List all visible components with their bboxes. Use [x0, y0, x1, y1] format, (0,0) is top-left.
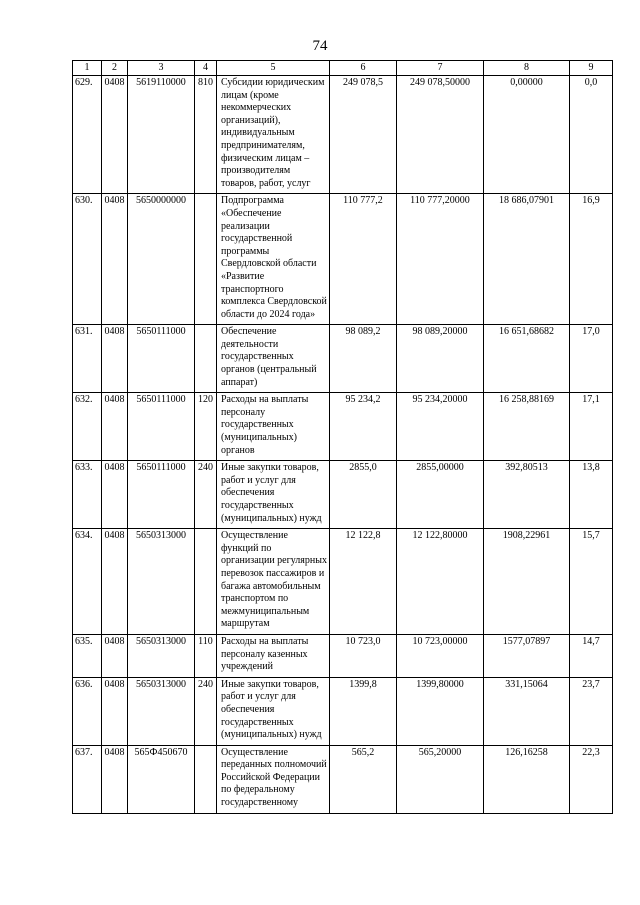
fact-value: 16 651,68682	[484, 325, 570, 393]
target-code: 5650313000	[128, 634, 195, 677]
section-code: 0408	[102, 325, 128, 393]
table-row	[73, 194, 613, 325]
plan-full-value: 1399,80000	[397, 677, 484, 745]
plan-value: 12 122,8	[330, 529, 397, 635]
plan-value: 2855,0	[330, 461, 397, 529]
fact-value: 16 258,88169	[484, 393, 570, 461]
item-name: Осуществление функций по организации регулярных перевозок пассажиров и багажа автомобильным транспортом по межмуниципальным маршрутам	[217, 529, 330, 635]
target-code: 5650111000	[128, 325, 195, 393]
section-code: 0408	[102, 529, 128, 635]
item-name: Подпрограмма «Обеспечение реализации государственной программы Свердловской области «Развитие транспортного комплекса Свердловской области до 2024 года»	[217, 194, 330, 325]
plan-value: 10 723,0	[330, 634, 397, 677]
row-number: 637.	[73, 745, 102, 813]
row-number: 629.	[73, 76, 102, 194]
section-code: 0408	[102, 634, 128, 677]
plan-full-value: 2855,00000	[397, 461, 484, 529]
row-number: 633.	[73, 461, 102, 529]
plan-value: 249 078,5	[330, 76, 397, 194]
column-header: 9	[570, 61, 613, 76]
item-name: Осуществление переданных полномочий Российской Федерации по федеральному государственному	[217, 745, 330, 813]
expense-type-code: 240	[195, 677, 217, 745]
row-number: 635.	[73, 634, 102, 677]
section-code: 0408	[102, 393, 128, 461]
page-number: 74	[312, 38, 328, 54]
fact-value: 126,16258	[484, 745, 570, 813]
item-name: Субсидии юридическим лицам (кроме некоммерческих организаций), индивидуальным предпринимателям, физическим лицам – производителям товаров, работ, услуг	[217, 76, 330, 194]
expense-type-code: 110	[195, 634, 217, 677]
percent-value: 16,9	[570, 194, 613, 325]
column-header: 7	[397, 61, 484, 76]
plan-full-value: 110 777,20000	[397, 194, 484, 325]
row-number: 636.	[73, 677, 102, 745]
column-header: 8	[484, 61, 570, 76]
percent-value: 23,7	[570, 677, 613, 745]
column-header: 4	[195, 61, 217, 76]
target-code: 5650000000	[128, 194, 195, 325]
column-header: 2	[102, 61, 128, 76]
column-header: 1	[73, 61, 102, 76]
item-name: Обеспечение деятельности государственных органов (центральный аппарат)	[217, 325, 330, 393]
item-name: Иные закупки товаров, работ и услуг для обеспечения государственных (муниципальных) нужд	[217, 677, 330, 745]
plan-value: 110 777,2	[330, 194, 397, 325]
target-code: 5650111000	[128, 393, 195, 461]
plan-value: 1399,8	[330, 677, 397, 745]
expense-type-code: 810	[195, 76, 217, 194]
fact-value: 0,00000	[484, 76, 570, 194]
plan-full-value: 249 078,50000	[397, 76, 484, 194]
plan-value: 98 089,2	[330, 325, 397, 393]
fact-value: 1908,22961	[484, 529, 570, 635]
expense-type-code	[195, 745, 217, 813]
expense-type-code: 120	[195, 393, 217, 461]
plan-full-value: 12 122,80000	[397, 529, 484, 635]
plan-value: 95 234,2	[330, 393, 397, 461]
plan-full-value: 98 089,20000	[397, 325, 484, 393]
section-code: 0408	[102, 194, 128, 325]
item-name: Расходы на выплаты персоналу казенных учреждений	[217, 634, 330, 677]
target-code: 5650111000	[128, 461, 195, 529]
percent-value: 13,8	[570, 461, 613, 529]
expense-type-code	[195, 325, 217, 393]
item-name: Расходы на выплаты персоналу государственных (муниципальных) органов	[217, 393, 330, 461]
plan-full-value: 95 234,20000	[397, 393, 484, 461]
row-number: 632.	[73, 393, 102, 461]
fact-value: 392,80513	[484, 461, 570, 529]
row-number: 631.	[73, 325, 102, 393]
item-name: Иные закупки товаров, работ и услуг для обеспечения государственных (муниципальных) нужд	[217, 461, 330, 529]
column-header: 3	[128, 61, 195, 76]
column-header: 6	[330, 61, 397, 76]
target-code: 565Ф450670	[128, 745, 195, 813]
table-row	[73, 461, 613, 529]
table-row	[73, 325, 613, 393]
target-code: 5619110000	[128, 76, 195, 194]
plan-value: 565,2	[330, 745, 397, 813]
target-code: 5650313000	[128, 529, 195, 635]
table-row	[73, 76, 613, 194]
percent-value: 14,7	[570, 634, 613, 677]
section-code: 0408	[102, 677, 128, 745]
percent-value: 0,0	[570, 76, 613, 194]
percent-value: 15,7	[570, 529, 613, 635]
percent-value: 17,1	[570, 393, 613, 461]
row-number: 630.	[73, 194, 102, 325]
table-row	[73, 745, 613, 813]
column-number-row	[73, 61, 613, 76]
table-row	[73, 677, 613, 745]
expense-type-code: 240	[195, 461, 217, 529]
table-row	[73, 634, 613, 677]
fact-value: 18 686,07901	[484, 194, 570, 325]
percent-value: 22,3	[570, 745, 613, 813]
budget-table	[72, 60, 613, 814]
expense-type-code	[195, 194, 217, 325]
fact-value: 1577,07897	[484, 634, 570, 677]
fact-value: 331,15064	[484, 677, 570, 745]
section-code: 0408	[102, 745, 128, 813]
percent-value: 17,0	[570, 325, 613, 393]
expense-type-code	[195, 529, 217, 635]
plan-full-value: 565,20000	[397, 745, 484, 813]
section-code: 0408	[102, 76, 128, 194]
table-row	[73, 529, 613, 635]
plan-full-value: 10 723,00000	[397, 634, 484, 677]
section-code: 0408	[102, 461, 128, 529]
table-row	[73, 393, 613, 461]
column-header: 5	[217, 61, 330, 76]
row-number: 634.	[73, 529, 102, 635]
target-code: 5650313000	[128, 677, 195, 745]
